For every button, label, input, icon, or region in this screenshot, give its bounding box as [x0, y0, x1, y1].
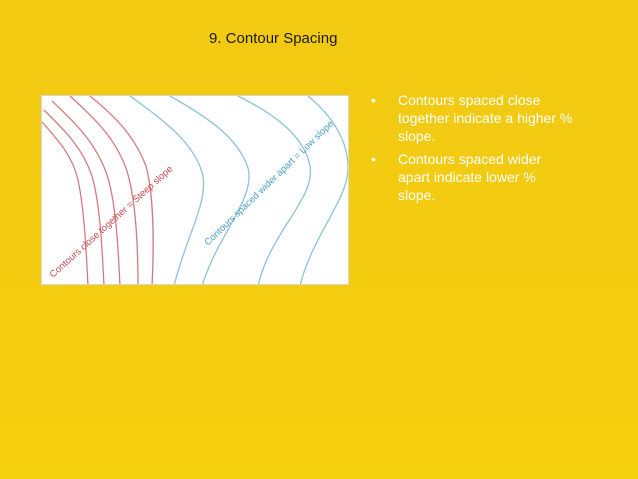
wide-contour-line [238, 96, 311, 285]
wide-label: Contours spaced wider apart = Low slope [202, 118, 337, 249]
bullet-text: Contours spaced wider apart indicate lower % slope. [398, 151, 542, 203]
bullet-marker: • [371, 92, 376, 108]
contour-svg [42, 96, 349, 285]
bullet-item [371, 150, 576, 204]
bullet-item [371, 91, 576, 145]
close-contour-group [42, 96, 153, 285]
contour-illustration [41, 95, 349, 285]
bullet-list [371, 91, 576, 209]
slide-title: 9. Contour Spacing [209, 30, 338, 47]
close-label: Contours close together = Steep slope [47, 163, 176, 281]
wide-contour-group [130, 96, 348, 285]
wide-contour-line [170, 96, 249, 285]
bullet-marker: • [371, 151, 376, 167]
bullet-text: Contours spaced close together indicate a higher % slope. [398, 92, 573, 144]
